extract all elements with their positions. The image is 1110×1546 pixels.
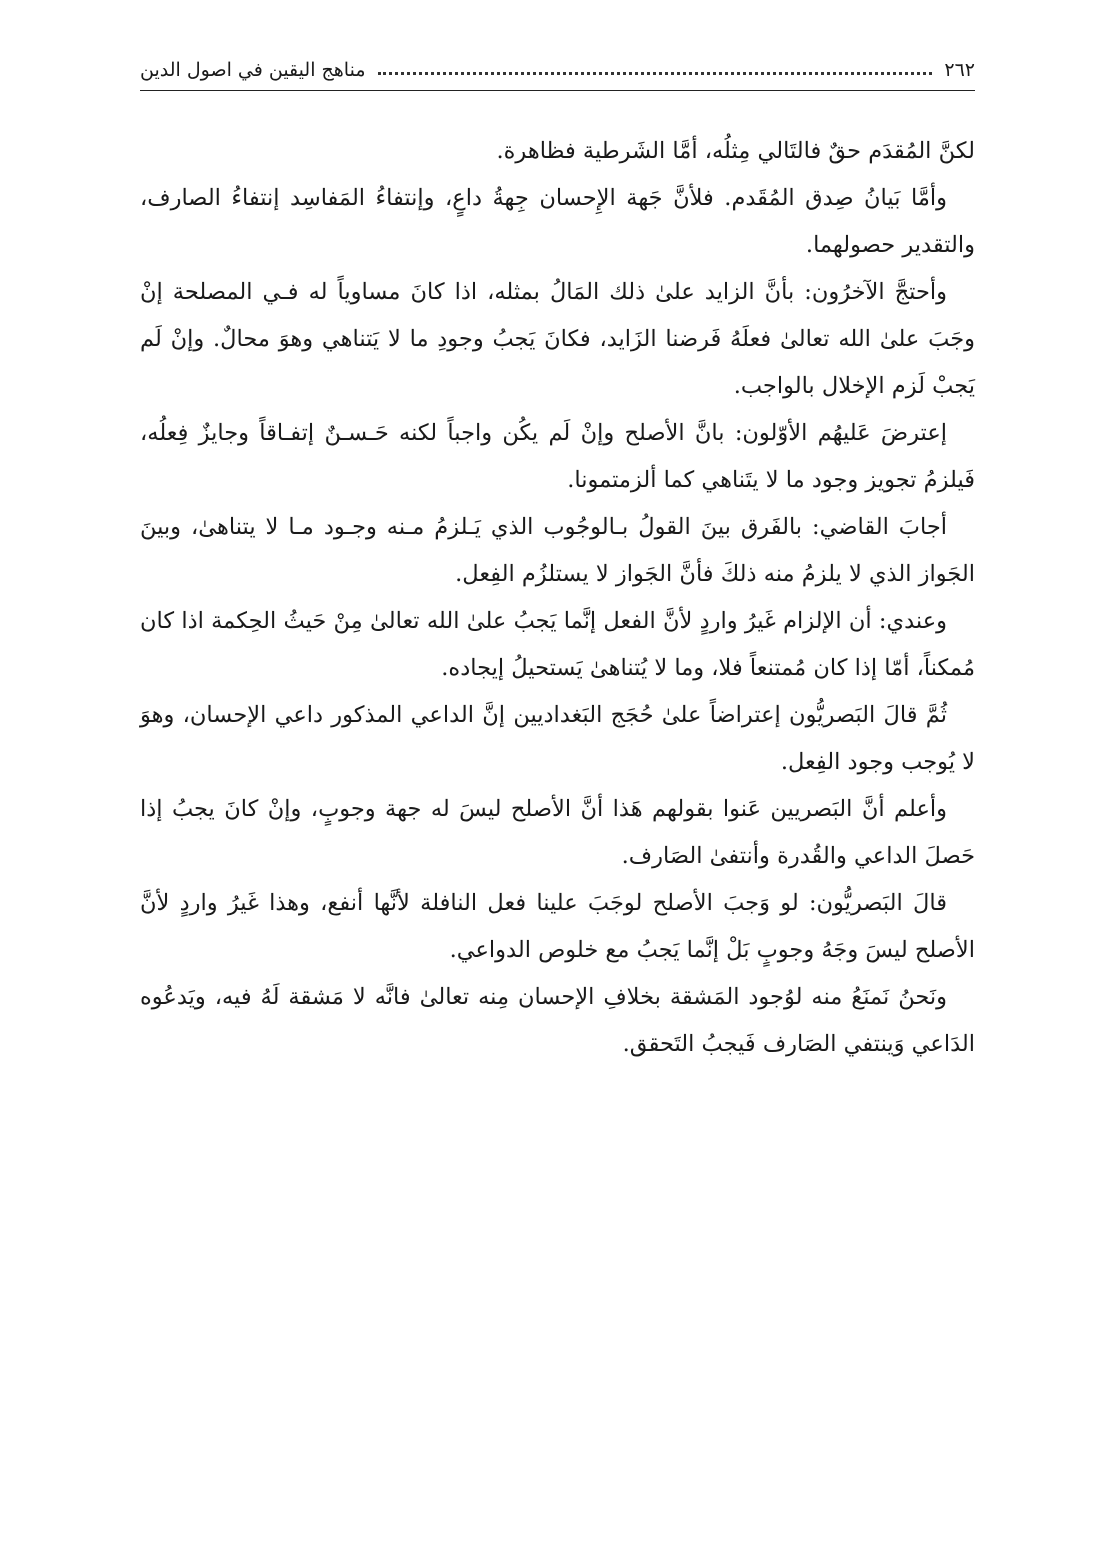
paragraph: إعترضَ عَليهُم الأوّلون: بانَّ الأصلح وإنْ لَم يكُن واجباً لكنه حَـسـنٌ إتفـاقاً وجايزٌ فِعلُه، فَيلزمُ تجويز وجود ما لا يتَناهي كما ألزمتمونا. [140,420,975,493]
paragraph: وأحتجَّ الآخرُون: بأنَّ الزايد علىٰ ذلك المَالُ بمثله، اذا كانَ مساوياً له فـي المصلحة إنْ وجَبَ علىٰ الله تعالىٰ فعلَهُ فَرضنا الزَايد، فكانَ يَجبُ وجودِ ما لا يَتناهي وهوَ محالٌ. وإنْ لَم يَجبْ لَزم الإخلال بالواجب. [140,279,975,399]
paragraph: وأمَّا بَيانُ صِدق المُقَدم. فلأنَّ جَهة الإِحسان جِهةُ داعٍ، وإنتفاءُ المَفاسِد إنتفاءُ الصارف، والتقدير حصولهما. [140,185,975,258]
paragraph: ونَحنُ نَمنَعُ منه لوُجود المَشقة بخلافِ الإحسان مِنه تعالىٰ فانَّه لا مَشقة لَهُ فيه، ويَدعُوه الدَاعي وَينتفي الصَارف فَيجبُ التَحقق. [140,984,975,1057]
running-header [140,52,975,88]
leader-dots [378,72,933,75]
header-rule [140,90,975,91]
paragraph: لكنَّ المُقدَم حقٌ فالتَالي مِثلُه، أمَّا الشَرطية فظاهرة. [496,138,975,164]
paragraph: قالَ البَصريُّون: لو وَجبَ الأصلح لوجَبَ علينا فعل النافلة لأنَّها أنفع، وهذا غَيرُ واردٍ لأنَّ الأصلح ليسَ وجَهُ وجوبٍ بَلْ إنَّما يَجبُ مع خلوص الدواعي. [140,890,975,963]
page-number: ٢٦٢ [944,59,975,81]
running-title: مناهج اليقين في اصول الدين [140,59,366,81]
body-text [140,128,975,1068]
paragraph: وعندي: أن الإلزام غَيرُ واردٍ لأنَّ الفعل إنَّما يَجبُ علىٰ الله تعالىٰ مِنْ حَيثُ الحِكمة اذا كان مُمكناً، أمّا إذا كان مُمتنعاً فلا، وما لا يُتناهىٰ يَستحيلُ إيجاده. [140,608,975,681]
paragraph: أجابَ القاضي: بالفَرق بينَ القولُ بـالوجُوب الذي يَـلزمُ مـنه وجـود مـا لا يتناهىٰ، وبينَ الجَواز الذي لا يلزمُ منه ذلكَ فأنَّ الجَواز لا يستلزُم الفِعل. [140,514,975,587]
paragraph: ثُمَّ قالَ البَصريُّون إعتراضاً علىٰ حُجَج البَغداديين إنَّ الداعي المذكور داعي الإحسان، وهوَ لا يُوجب وجود الفِعل. [140,702,975,775]
paragraph: وأعلم أنَّ البَصريين عَنوا بقولهم هَذا أنَّ الأصلح ليسَ له جهة وجوبٍ، وإنْ كانَ يجبُ إذا حَصلَ الداعي والقُدرة وأنتفىٰ الصَارف. [140,796,975,869]
